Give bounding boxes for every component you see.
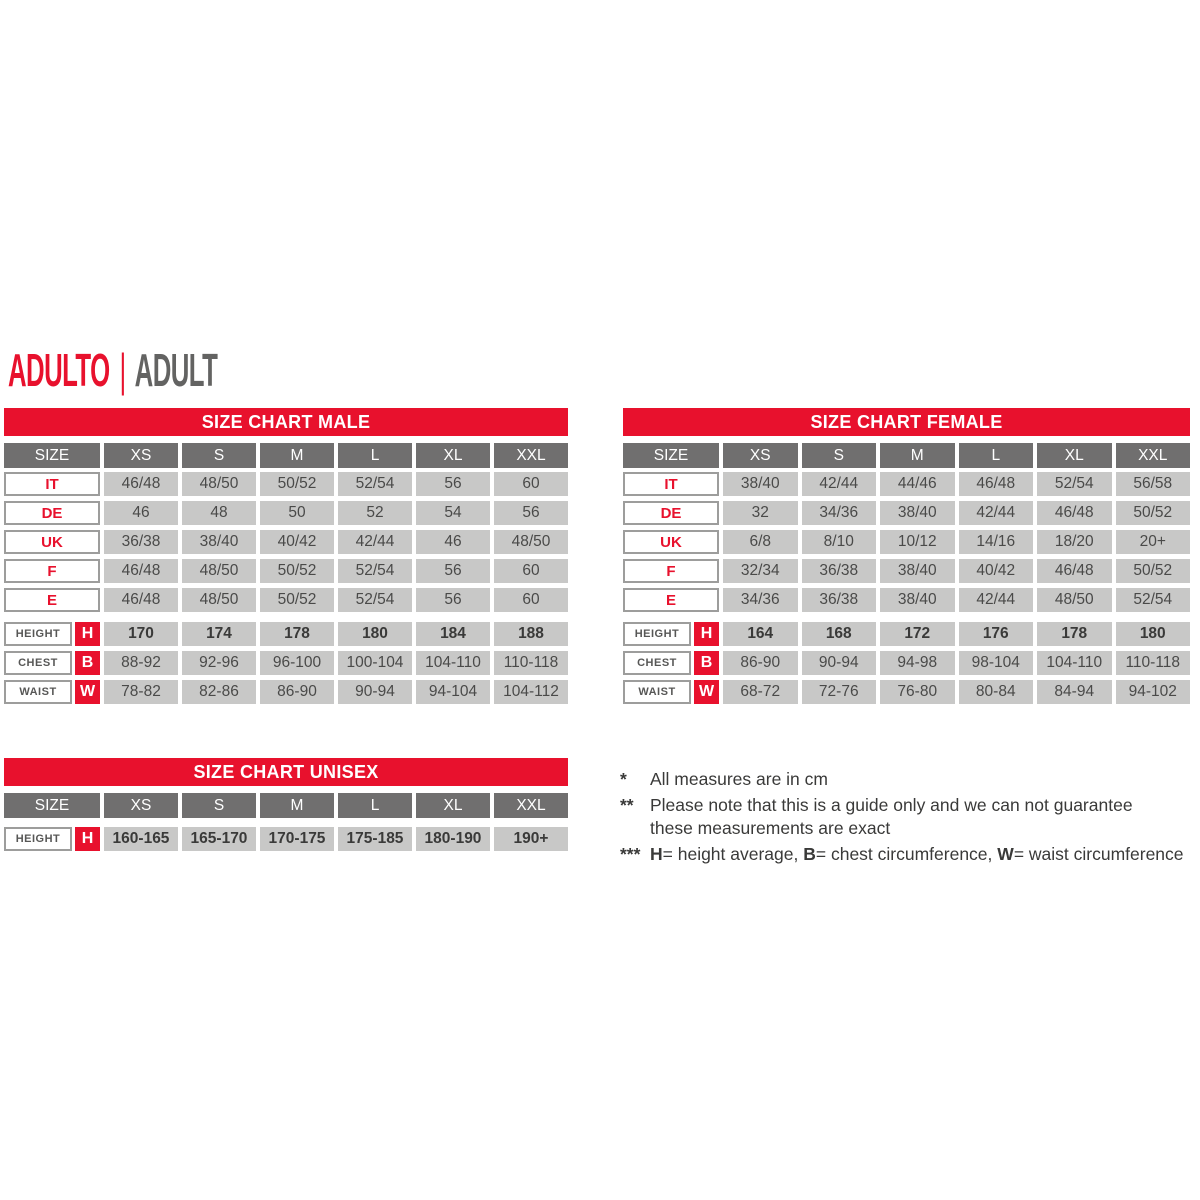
measurement-value: 110-118 xyxy=(1116,651,1191,675)
measurement-label: HEIGHT xyxy=(4,622,72,646)
size-value: 20+ xyxy=(1116,530,1191,554)
standard-row-uk xyxy=(4,530,568,554)
standard-row-de xyxy=(623,501,1190,525)
measurement-label: HEIGHT xyxy=(4,827,72,851)
size-value: 42/44 xyxy=(338,530,412,554)
size-value: 56/58 xyxy=(1116,472,1191,496)
table-header-row xyxy=(4,793,568,818)
measurement-value: 165-170 xyxy=(182,827,256,851)
size-value: 44/46 xyxy=(880,472,955,496)
standard-row-e xyxy=(623,588,1190,612)
standard-row-e xyxy=(4,588,568,612)
column-header-s: S xyxy=(802,443,877,468)
measurement-value: 184 xyxy=(416,622,490,646)
standard-label: IT xyxy=(4,472,100,496)
footnote-1 xyxy=(620,768,1198,791)
size-value: 46/48 xyxy=(104,588,178,612)
size-value: 46/48 xyxy=(104,472,178,496)
measurement-value: 94-98 xyxy=(880,651,955,675)
column-header-m: M xyxy=(260,793,334,818)
measurement-label: CHEST xyxy=(4,651,72,675)
footnote-text: Please note that this is a guide only and we can not guarantee these measurements are exact xyxy=(650,795,1133,838)
size-value: 56 xyxy=(416,472,490,496)
measurement-code-badge: W xyxy=(694,680,719,704)
size-value: 34/36 xyxy=(802,501,877,525)
size-value: 38/40 xyxy=(880,588,955,612)
measurement-value: 172 xyxy=(880,622,955,646)
size-value: 48/50 xyxy=(494,530,568,554)
size-value: 32/34 xyxy=(723,559,798,583)
size-value: 50/52 xyxy=(1116,501,1191,525)
size-value: 50/52 xyxy=(260,559,334,583)
footnote-bold-term: W xyxy=(997,844,1014,864)
measurement-code-badge: H xyxy=(75,827,100,851)
footnote-text: = waist circumference xyxy=(1013,844,1184,864)
size-value: 48/50 xyxy=(182,559,256,583)
column-header-xxl: XXL xyxy=(494,793,568,818)
measurement-row-chest xyxy=(623,651,1190,675)
measurement-label-group xyxy=(4,680,100,704)
standard-row-uk xyxy=(623,530,1190,554)
size-value: 36/38 xyxy=(104,530,178,554)
measurement-value: 170 xyxy=(104,622,178,646)
standard-label: F xyxy=(4,559,100,583)
size-value: 42/44 xyxy=(959,588,1034,612)
standard-row-f xyxy=(623,559,1190,583)
footnote-bold-term: B xyxy=(803,844,816,864)
measurement-value: 92-96 xyxy=(182,651,256,675)
column-header-s: S xyxy=(182,793,256,818)
measurement-value: 98-104 xyxy=(959,651,1034,675)
measurement-row-chest xyxy=(4,651,568,675)
standard-row-it xyxy=(623,472,1190,496)
measurement-value: 94-102 xyxy=(1116,680,1191,704)
footnote-marker: *** xyxy=(620,844,641,864)
measurement-value: 80-84 xyxy=(959,680,1034,704)
page-title-primary: ADULTO xyxy=(8,344,110,396)
column-header-xs: XS xyxy=(723,443,798,468)
measurement-value: 174 xyxy=(182,622,256,646)
measurement-value: 164 xyxy=(723,622,798,646)
measurement-value: 82-86 xyxy=(182,680,256,704)
standard-label: DE xyxy=(623,501,719,525)
size-value: 6/8 xyxy=(723,530,798,554)
measurement-label: WAIST xyxy=(4,680,72,704)
size-value: 50 xyxy=(260,501,334,525)
measurement-value: 170-175 xyxy=(260,827,334,851)
measurement-value: 72-76 xyxy=(802,680,877,704)
table-title-bar: SIZE CHART UNISEX xyxy=(4,758,568,786)
footnote-text: = chest circumference, xyxy=(815,844,998,864)
measurement-value: 104-112 xyxy=(494,680,568,704)
measurement-value: 86-90 xyxy=(260,680,334,704)
size-value: 38/40 xyxy=(880,559,955,583)
size-value: 46/48 xyxy=(959,472,1034,496)
size-column-header: SIZE xyxy=(623,443,719,468)
footnote-text: = height average, xyxy=(662,844,804,864)
measurement-row-height xyxy=(4,622,568,646)
size-value: 50/52 xyxy=(1116,559,1191,583)
size-value: 60 xyxy=(494,472,568,496)
measurement-code-badge: W xyxy=(75,680,100,704)
measurement-value: 176 xyxy=(959,622,1034,646)
size-chart-female-table xyxy=(623,408,1190,709)
standard-label: F xyxy=(623,559,719,583)
column-header-l: L xyxy=(959,443,1034,468)
column-header-xs: XS xyxy=(104,443,178,468)
size-value: 40/42 xyxy=(260,530,334,554)
standard-label: UK xyxy=(623,530,719,554)
measurement-label: CHEST xyxy=(623,651,691,675)
measurement-label: HEIGHT xyxy=(623,622,691,646)
page-title xyxy=(8,344,218,396)
size-value: 50/52 xyxy=(260,588,334,612)
size-value: 54 xyxy=(416,501,490,525)
column-header-xxl: XXL xyxy=(494,443,568,468)
measurement-value: 160-165 xyxy=(104,827,178,851)
measurement-value: 178 xyxy=(260,622,334,646)
measurement-value: 180 xyxy=(338,622,412,646)
standard-label: E xyxy=(4,588,100,612)
size-value: 52 xyxy=(338,501,412,525)
column-header-s: S xyxy=(182,443,256,468)
size-value: 50/52 xyxy=(260,472,334,496)
measurement-value: 78-82 xyxy=(104,680,178,704)
size-value: 46 xyxy=(416,530,490,554)
footnote-text: All measures are in cm xyxy=(650,769,828,789)
measurement-code-badge: H xyxy=(75,622,100,646)
measurement-label: WAIST xyxy=(623,680,691,704)
size-value: 52/54 xyxy=(338,559,412,583)
size-column-header: SIZE xyxy=(4,443,100,468)
size-value: 32 xyxy=(723,501,798,525)
measurement-value: 190+ xyxy=(494,827,568,851)
size-value: 56 xyxy=(416,559,490,583)
measurement-row-waist xyxy=(623,680,1190,704)
measurement-value: 168 xyxy=(802,622,877,646)
table-header-row xyxy=(623,443,1190,468)
table-title-bar: SIZE CHART MALE xyxy=(4,408,568,436)
size-value: 42/44 xyxy=(802,472,877,496)
size-value: 10/12 xyxy=(880,530,955,554)
measurement-value: 94-104 xyxy=(416,680,490,704)
size-value: 38/40 xyxy=(723,472,798,496)
size-value: 48/50 xyxy=(182,588,256,612)
size-value: 40/42 xyxy=(959,559,1034,583)
size-value: 48 xyxy=(182,501,256,525)
standard-label: IT xyxy=(623,472,719,496)
size-value: 56 xyxy=(416,588,490,612)
size-value: 38/40 xyxy=(182,530,256,554)
column-header-m: M xyxy=(260,443,334,468)
measurement-row-height xyxy=(4,827,568,851)
size-value: 18/20 xyxy=(1037,530,1112,554)
measurement-value: 180-190 xyxy=(416,827,490,851)
table-title-bar: SIZE CHART FEMALE xyxy=(623,408,1190,436)
measurement-value: 180 xyxy=(1116,622,1191,646)
measurement-value: 104-110 xyxy=(416,651,490,675)
footnote-marker: * xyxy=(620,769,627,789)
measurement-value: 90-94 xyxy=(802,651,877,675)
measurement-label-group xyxy=(4,827,100,851)
measurement-value: 76-80 xyxy=(880,680,955,704)
size-value: 38/40 xyxy=(880,501,955,525)
size-value: 34/36 xyxy=(723,588,798,612)
measurement-code-badge: B xyxy=(694,651,719,675)
measurement-value: 86-90 xyxy=(723,651,798,675)
size-value: 60 xyxy=(494,559,568,583)
measurement-value: 188 xyxy=(494,622,568,646)
measurement-code-badge: B xyxy=(75,651,100,675)
column-header-xl: XL xyxy=(1037,443,1112,468)
measurement-value: 84-94 xyxy=(1037,680,1112,704)
standard-label: DE xyxy=(4,501,100,525)
size-chart-male-table xyxy=(4,408,568,709)
table-header-row xyxy=(4,443,568,468)
measurement-row-waist xyxy=(4,680,568,704)
column-header-xs: XS xyxy=(104,793,178,818)
standard-row-f xyxy=(4,559,568,583)
size-value: 46/48 xyxy=(1037,559,1112,583)
footnote-2 xyxy=(620,794,1145,840)
size-column-header: SIZE xyxy=(4,793,100,818)
footnote-bold-term: H xyxy=(650,844,663,864)
size-value: 48/50 xyxy=(182,472,256,496)
size-value: 48/50 xyxy=(1037,588,1112,612)
measurement-value: 175-185 xyxy=(338,827,412,851)
column-header-l: L xyxy=(338,443,412,468)
column-header-l: L xyxy=(338,793,412,818)
size-value: 46/48 xyxy=(104,559,178,583)
measurement-label-group xyxy=(623,651,719,675)
size-value: 36/38 xyxy=(802,559,877,583)
footnote-marker: ** xyxy=(620,795,634,815)
standard-row-de xyxy=(4,501,568,525)
measurement-value: 96-100 xyxy=(260,651,334,675)
size-value: 14/16 xyxy=(959,530,1034,554)
size-value: 52/54 xyxy=(338,588,412,612)
size-chart-unisex-table xyxy=(4,758,568,856)
page-title-separator: | xyxy=(119,344,126,396)
size-value: 52/54 xyxy=(1116,588,1191,612)
size-value: 42/44 xyxy=(959,501,1034,525)
measurement-label-group xyxy=(4,651,100,675)
measurement-label-group xyxy=(4,622,100,646)
column-header-m: M xyxy=(880,443,955,468)
measurement-label-group xyxy=(623,622,719,646)
size-value: 36/38 xyxy=(802,588,877,612)
size-value: 52/54 xyxy=(1037,472,1112,496)
measurement-code-badge: H xyxy=(694,622,719,646)
measurement-value: 110-118 xyxy=(494,651,568,675)
measurement-value: 88-92 xyxy=(104,651,178,675)
column-header-xl: XL xyxy=(416,443,490,468)
measurement-row-height xyxy=(623,622,1190,646)
measurement-value: 178 xyxy=(1037,622,1112,646)
measurement-value: 68-72 xyxy=(723,680,798,704)
column-header-xl: XL xyxy=(416,793,490,818)
size-value: 60 xyxy=(494,588,568,612)
measurement-label-group xyxy=(623,680,719,704)
footnote-3 xyxy=(620,843,1198,866)
standard-row-it xyxy=(4,472,568,496)
size-value: 46 xyxy=(104,501,178,525)
size-value: 8/10 xyxy=(802,530,877,554)
measurement-value: 90-94 xyxy=(338,680,412,704)
size-value: 52/54 xyxy=(338,472,412,496)
page-title-secondary: ADULT xyxy=(134,344,218,396)
measurement-value: 100-104 xyxy=(338,651,412,675)
footnotes xyxy=(620,768,1198,869)
column-header-xxl: XXL xyxy=(1116,443,1191,468)
measurement-value: 104-110 xyxy=(1037,651,1112,675)
size-value: 56 xyxy=(494,501,568,525)
standard-label: UK xyxy=(4,530,100,554)
size-value: 46/48 xyxy=(1037,501,1112,525)
standard-label: E xyxy=(623,588,719,612)
